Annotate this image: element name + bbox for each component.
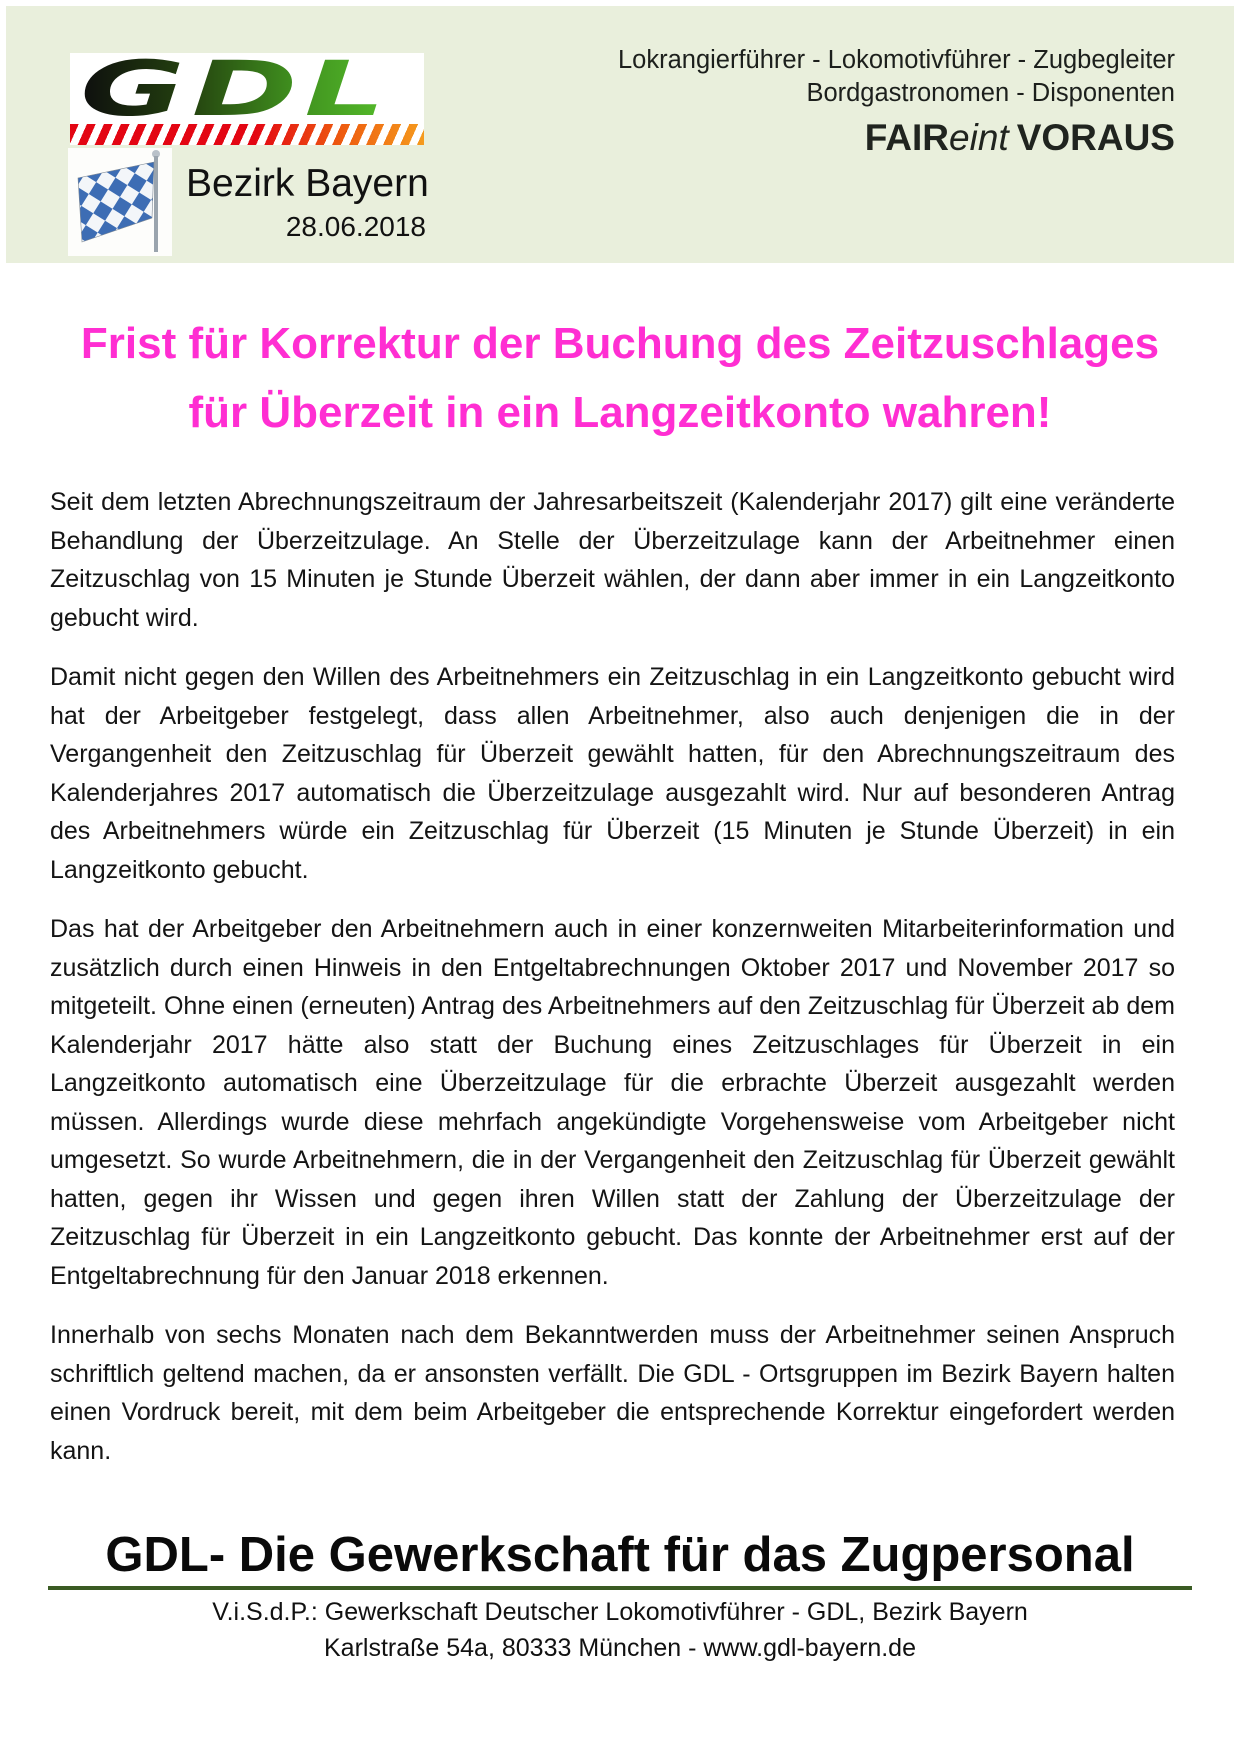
footer-address: Karlstraße 54a, 80333 München - www.gdl-bayern.de xyxy=(324,1634,916,1662)
district-date: 28.06.2018 xyxy=(285,211,426,242)
footer-heading: GDL- Die Gewerkschaft für das Zugpersonal xyxy=(105,1528,1135,1582)
header-band xyxy=(6,6,1234,263)
slogan-voraus: VORAUS xyxy=(1016,117,1175,158)
document-body xyxy=(50,483,1175,1470)
page-title-line-2: für Überzeit in ein Langzeitkonto wahren! xyxy=(188,388,1052,437)
staff-roles-line-2: Bordgastronomen - Disponenten xyxy=(806,79,1175,107)
page-title xyxy=(40,309,1200,447)
slogan-eint: eint xyxy=(949,117,1009,158)
gdl-logo-letters xyxy=(70,53,424,124)
footer xyxy=(0,1526,1240,1666)
gdl-logo xyxy=(70,53,424,145)
page-title-line-1: Frist für Korrektur der Buchung des Zeitzuschlages xyxy=(80,319,1160,368)
body-paragraph-2: Damit nicht gegen den Willen des Arbeitnehmers ein Zeitzuschlag in ein Langzeitkonto gebucht wird hat der Arbeitgeber festgelegt, dass allen Arbeitnehmer, also auch denjenigen die in der Vergangenheit den Zeitzuschlag für Überzeit gewählt hatten, für den Abrechnungszeitraum des Kalenderjahres 2017 automatisch die Überzeitzulage ausgezahlt wird. Nur auf besonderen Antrag des Arbeitnehmers würde ein Zeitzuschlag für Überzeit (15 Minuten je Stunde Überzeit) in ein Langzeitkonto gebucht. xyxy=(50,663,1175,884)
header-right-block xyxy=(618,44,1175,159)
slogan xyxy=(618,117,1175,159)
district-name: Bezirk Bayern xyxy=(186,162,429,205)
body-paragraph-3: Das hat der Arbeitgeber den Arbeitnehmern auch in einer konzernweiten Mitarbeiterinformation und zusätzlich durch einen Hinweis in den Entgeltabrechnungen Oktober 2017 und November 2017 so mitgeteilt. Ohne einen (erneuten) Antrag des Arbeitnehmers auf den Zeitzuschlag für Überzeit ab dem Kalenderjahr 2017 hätte also statt der Buchung eines Zeitzuschlages für Überzeit in ein Langzeitkonto automatisch eine Überzeitzulage für die erbrachte Überzeit ausgezahlt werden müssen. Allerdings wurde diese mehrfach angekündigte Vorgehensweise vom Arbeitgeber nicht umgesetzt. So wurde Arbeitnehmern, die in der Vergangenheit den Zeitzuschlag für Überzeit gewählt hatten, gegen ihr Wissen und gegen ihren Willen statt der Zahlung der Überzeitzulage der Zeitzuschlag für Überzeit in ein Langzeitkonto gebucht. Das konnte der Arbeitnehmer erst auf der Entgeltabrechnung für den Januar 2018 erkennen. xyxy=(50,915,1175,1290)
footer-rule xyxy=(48,1586,1192,1590)
slogan-fair: FAIR xyxy=(864,117,950,158)
body-paragraph-4: Innerhalb von sechs Monaten nach dem Bekanntwerden muss der Arbeitnehmer seinen Anspruch schriftlich geltend machen, da er ansonsten verfällt. Die GDL - Ortsgruppen im Bezirk Bayern halten einen Vordruck bereit, mit dem beim Arbeitgeber die entsprechende Korrektur eingefordert werden kann. xyxy=(50,1321,1175,1465)
district-block xyxy=(186,160,429,244)
staff-roles-line-1: Lokrangierführer - Lokomotivführer - Zugbegleiter xyxy=(617,46,1175,74)
gdl-logo-text: GDL xyxy=(80,53,393,124)
body-paragraph-1: Seit dem letzten Abrechnungszeitraum der Jahresarbeitszeit (Kalenderjahr 2017) gilt eine veränderte Behandlung der Überzeitzulage. An Stelle der Überzeitzulage kann der Arbeitnehmer einen Zeitzuschlag von 15 Minuten je Stunde Überzeit wählen, der dann aber immer in ein Langzeitkonto gebucht wird. xyxy=(50,488,1175,632)
footer-visdp: V.i.S.d.P.: Gewerkschaft Deutscher Lokomotivführer - GDL, Bezirk Bayern xyxy=(212,1598,1028,1626)
logo-stripes xyxy=(70,124,424,145)
bavaria-flag-icon xyxy=(68,148,172,256)
